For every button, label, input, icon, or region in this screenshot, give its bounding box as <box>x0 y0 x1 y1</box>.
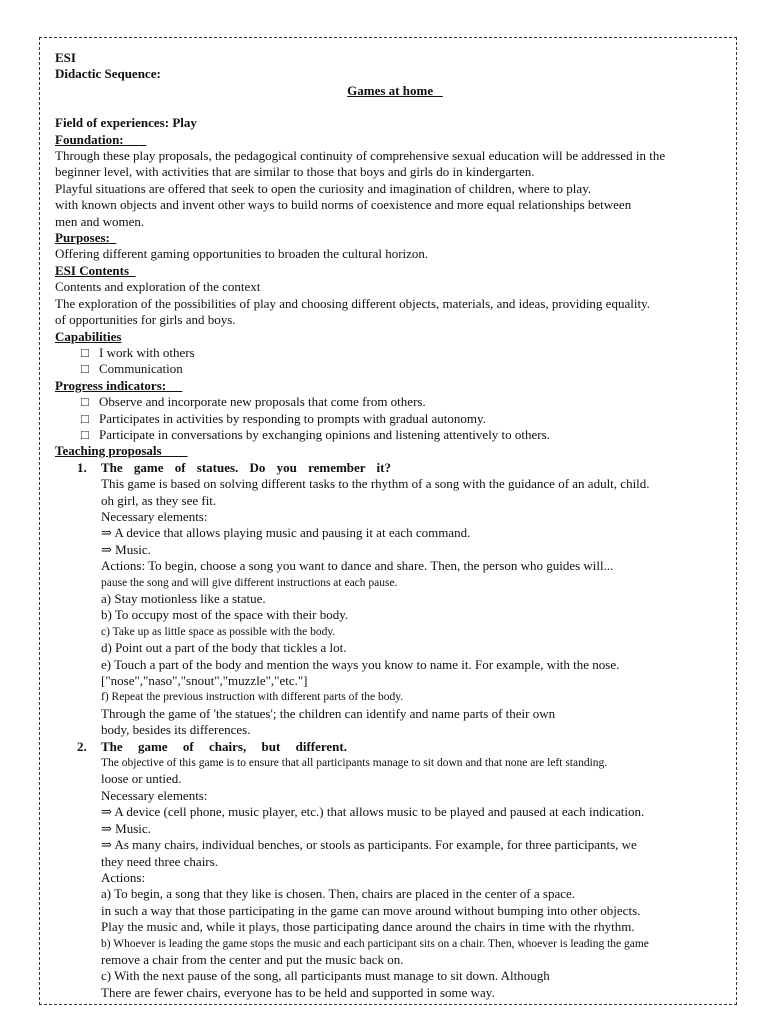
progress-item: □ Participates in activities by responding to prompts with gradual autonomy. <box>81 410 486 426</box>
game2-line: in such a way that those participating in the game can move around without bumping into other objects. <box>101 902 641 918</box>
progress-indicators-heading: Progress indicators: <box>55 377 167 393</box>
game1-line: c) Take up as little space as possible with the body. <box>101 625 336 638</box>
game1-line: a) Stay motionless like a statue. <box>101 591 266 606</box>
purposes-text: Offering different gaming opportunities to broaden the cultural horizon. <box>55 246 429 262</box>
game2-line: ⇒ Music. <box>101 820 151 836</box>
game2-line: ⇒ As many chairs, individual benches, or stools as participants. For example, for three participants, we <box>101 837 637 853</box>
game2-line: There are fewer chairs, everyone has to be held and supported in some way. <box>101 984 495 1000</box>
game1-line: d) Point out a part of the body that tickles a lot. <box>101 640 347 656</box>
game1-line: Necessary elements: <box>101 508 208 524</box>
game1-line: oh girl, as they see fit. <box>101 492 217 508</box>
game1-line: ⇒ Music. <box>101 541 151 557</box>
game1-line: f) Repeat the previous instruction with different parts of the body. <box>101 691 404 704</box>
game1-line: body, besides its differences. <box>101 722 251 738</box>
game2-line: loose or untied. <box>101 771 182 787</box>
page-title: Games at home <box>347 82 434 98</box>
game1-line: Through the game of 'the statues'; the children can identify and name parts of their own <box>101 705 556 721</box>
bullet-box-icon: □ <box>81 361 89 377</box>
game2-title: 2. The game of chairs, but different. <box>77 738 347 754</box>
bullet-box-icon: □ <box>81 394 89 410</box>
game2-line: Actions: <box>101 869 146 885</box>
game1-line: e) Touch a part of the body and mention the ways you know to name it. For example, with the nose. <box>101 656 620 672</box>
foundation-line: Playful situations are offered that seek to open the curiosity and imagination of children, where to play. <box>55 180 592 196</box>
esi-contents-heading: ESI Contents <box>55 262 130 278</box>
game1-line: ⇒ A device that allows playing music and pausing it at each command. <box>101 525 471 541</box>
foundation-line: beginner level, with activities that are similar to those that boys and girls do in kindergarten. <box>55 164 535 180</box>
esi-label: ESI <box>55 50 76 65</box>
game1-line: Actions: To begin, choose a song you want to dance and share. Then, the person who guides will... <box>101 558 614 574</box>
purposes-heading: Purposes: <box>55 230 110 246</box>
esi-contents-line: of opportunities for girls and boys. <box>55 312 236 328</box>
bullet-box-icon: □ <box>81 344 89 360</box>
field-of-experiences: Field of experiences: Play <box>55 115 197 131</box>
game1-line: This game is based on solving different tasks to the rhythm of a song with the guidance of an adult, child. <box>101 476 650 492</box>
bullet-box-icon: □ <box>81 410 89 426</box>
game2-line: c) With the next pause of the song, all participants must manage to sit down. Although <box>101 968 550 984</box>
esi-contents-line: The exploration of the possibilities of play and choosing different objects, materials, and ideas, providing equality. <box>55 295 650 311</box>
foundation-line: with known objects and invent other ways to build norms of coexistence and more equal relationships between <box>55 197 632 213</box>
didactic-sequence-label: Didactic Sequence: <box>55 66 161 82</box>
foundation-heading: Foundation: <box>55 131 124 147</box>
capability-item: □ I work with others <box>81 344 195 360</box>
document-body <box>55 50 735 1001</box>
game2-line: The objective of this game is to ensure that all participants manage to sit down and that none are left standing. <box>101 757 608 770</box>
game2-line: b) Whoever is leading the game stops the music and each participant sits on a chair. Then, whoever is leading the game <box>101 937 649 950</box>
game2-line: ⇒ A device (cell phone, music player, etc.) that allows music to be played and paused at each indication. <box>101 804 645 820</box>
game2-line: Play the music and, while it plays, those participating dance around the chairs in time with the rhythm. <box>101 919 635 935</box>
progress-item: □ Participate in conversations by exchanging opinions and listening attentively to others. <box>81 426 550 442</box>
game1-line: ["nose","naso","snout","muzzle","etc."] <box>101 673 308 689</box>
game2-line: they need three chairs. <box>101 853 218 869</box>
game1-line: b) To occupy most of the space with their body. <box>101 607 349 623</box>
game2-line: Necessary elements: <box>101 787 208 803</box>
esi-contents-line: Contents and exploration of the context <box>55 279 261 295</box>
capability-item: □ Communication <box>81 361 183 377</box>
foundation-line: Through these play proposals, the pedagogical continuity of comprehensive sexual education will be addressed in the <box>55 148 666 164</box>
game2-line: a) To begin, a song that they like is chosen. Then, chairs are placed in the center of a space. <box>101 886 576 902</box>
capabilities-heading: Capabilities <box>55 328 122 344</box>
game2-line: remove a chair from the center and put the music back on. <box>101 951 404 967</box>
bullet-box-icon: □ <box>81 426 89 442</box>
game1-line: pause the song and will give different instructions at each pause. <box>101 576 398 589</box>
game1-title: 1. The game of statues. Do you remember it? <box>77 459 391 475</box>
foundation-line: men and women. <box>55 213 145 229</box>
teaching-proposals-heading: Teaching proposals <box>55 443 162 459</box>
progress-item: □ Observe and incorporate new proposals that come from others. <box>81 394 426 410</box>
